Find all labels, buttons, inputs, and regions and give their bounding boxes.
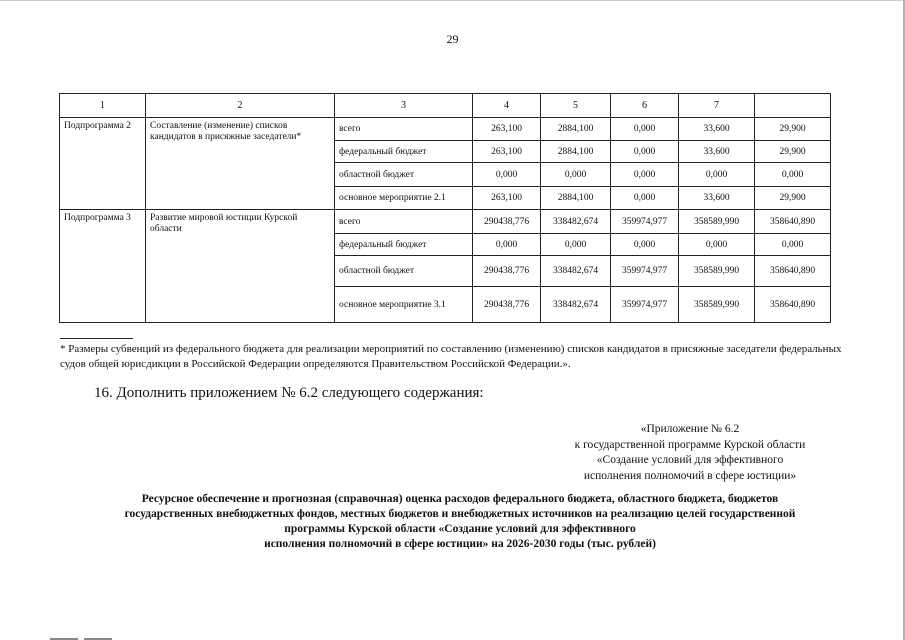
- value-cell: 0,000: [473, 234, 541, 256]
- value-cell: 358589,990: [679, 287, 755, 323]
- annex-reference: [530, 422, 850, 484]
- table-row: [60, 210, 831, 234]
- annex-line: исполнения полномочий в сфере юстиции»: [583, 469, 797, 482]
- annex-line: «Создание условий для эффективного: [596, 454, 784, 466]
- value-cell: 359974,977: [611, 287, 679, 323]
- footnote: * Размеры субвенций из федерального бюджета для реализации мероприятий по составлению (изменению) списков кандидатов в присяжные заседатели федеральных судов общей юрисдикции в Российской Федерации определяются Правительством Российской Федерации.».: [60, 343, 842, 370]
- heading-line: государственных внебюджетных фондов, местных бюджетов и внебюджетных источников на реализацию целей государственной: [124, 508, 796, 520]
- value-cell: 0,000: [611, 187, 679, 210]
- program-name-cell: Развитие мировой юстиции Курской области: [146, 210, 335, 323]
- value-cell: 290438,776: [473, 287, 541, 323]
- value-cell: 338482,674: [541, 287, 611, 323]
- value-cell: 33,600: [679, 187, 755, 210]
- value-cell: 358589,990: [679, 256, 755, 287]
- value-cell: 290438,776: [473, 256, 541, 287]
- heading-line: программы Курской области «Создание условий для эффективного: [284, 523, 636, 535]
- value-cell: 359974,977: [611, 210, 679, 234]
- clause-16: 16. Дополнить приложением № 6.2 следующего содержания:: [94, 385, 484, 401]
- value-cell: 290438,776: [473, 210, 541, 234]
- row-label: федеральный бюджет: [335, 234, 473, 256]
- value-cell: 358640,890: [755, 287, 831, 323]
- column-header: 3: [335, 94, 473, 118]
- column-header: 7: [679, 94, 755, 118]
- value-cell: 359974,977: [611, 256, 679, 287]
- value-cell: 358589,990: [679, 210, 755, 234]
- annex-line: «Приложение № 6.2: [640, 423, 740, 435]
- value-cell: 338482,674: [541, 256, 611, 287]
- page-number: 29: [446, 32, 459, 46]
- value-cell: 33,600: [679, 118, 755, 141]
- value-cell: 0,000: [679, 234, 755, 256]
- column-header: 1: [60, 94, 146, 118]
- row-label: всего: [335, 118, 473, 141]
- column-header: 4: [473, 94, 541, 118]
- value-cell: 0,000: [611, 163, 679, 187]
- value-cell: 29,900: [755, 187, 831, 210]
- value-cell: 0,000: [755, 163, 831, 187]
- heading-line: исполнения полномочий в сфере юстиции» на 2026-2030 годы (тыс. рублей): [264, 538, 656, 550]
- row-label: областной бюджет: [335, 163, 473, 187]
- table-row: [60, 118, 831, 141]
- row-label: федеральный бюджет: [335, 141, 473, 163]
- budget-table: [59, 93, 831, 323]
- value-cell: 0,000: [611, 118, 679, 141]
- scan-border-top: [0, 0, 905, 1]
- column-header: 2: [146, 94, 335, 118]
- value-cell: 2884,100: [541, 118, 611, 141]
- value-cell: 263,100: [473, 118, 541, 141]
- program-cell: Подпрограмма 3: [60, 210, 146, 323]
- row-label: основное мероприятие 3.1: [335, 287, 473, 323]
- annex-line: к государственной программе Курской области: [574, 438, 806, 451]
- value-cell: 0,000: [679, 163, 755, 187]
- value-cell: 358640,890: [755, 210, 831, 234]
- value-cell: 358640,890: [755, 256, 831, 287]
- value-cell: 0,000: [755, 234, 831, 256]
- footnote-rule: [60, 338, 133, 339]
- value-cell: 0,000: [611, 141, 679, 163]
- value-cell: 263,100: [473, 141, 541, 163]
- column-header: [755, 94, 831, 118]
- value-cell: 2884,100: [541, 187, 611, 210]
- value-cell: 29,900: [755, 141, 831, 163]
- section-heading: [40, 492, 880, 552]
- value-cell: 263,100: [473, 187, 541, 210]
- row-label: основное мероприятие 2.1: [335, 187, 473, 210]
- value-cell: 2884,100: [541, 141, 611, 163]
- value-cell: 338482,674: [541, 210, 611, 234]
- table-header-row: [60, 94, 831, 118]
- row-label: всего: [335, 210, 473, 234]
- value-cell: 0,000: [611, 234, 679, 256]
- column-header: 6: [611, 94, 679, 118]
- column-header: 5: [541, 94, 611, 118]
- value-cell: 29,900: [755, 118, 831, 141]
- value-cell: 0,000: [541, 234, 611, 256]
- row-label: областной бюджет: [335, 256, 473, 287]
- value-cell: 0,000: [473, 163, 541, 187]
- heading-line: Ресурсное обеспечение и прогнозная (справочная) оценка расходов федерального бюджета, областного бюджета, бюджетов: [141, 493, 779, 505]
- program-name-cell: Составление (изменение) списков кандидатов в присяжные заседатели*: [146, 118, 335, 210]
- program-cell: Подпрограмма 2: [60, 118, 146, 210]
- value-cell: 33,600: [679, 141, 755, 163]
- value-cell: 0,000: [541, 163, 611, 187]
